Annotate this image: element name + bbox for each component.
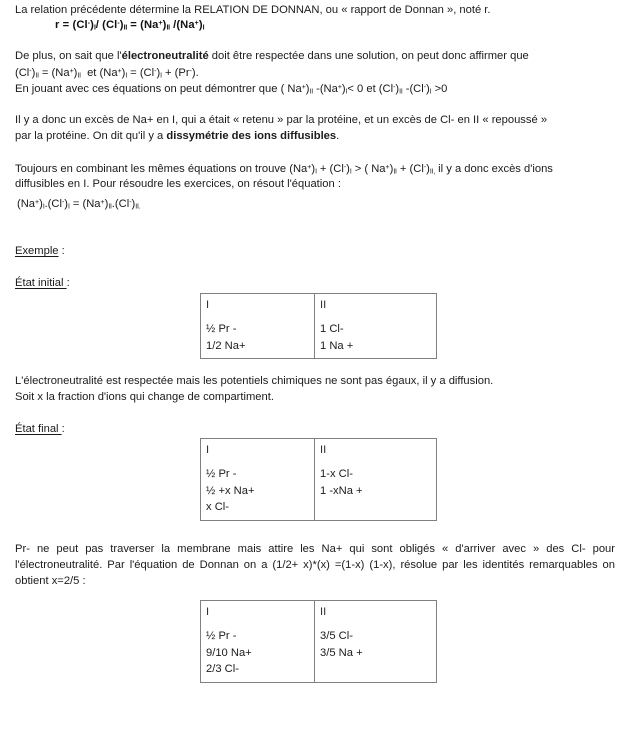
paragraph-text-lead: De plus, on sait que l' bbox=[15, 50, 122, 62]
table-row bbox=[201, 601, 437, 683]
cell-line: ½ +x Na+ bbox=[206, 484, 255, 497]
equation-donnan-product: $(Na^+)_I.(Cl^-)_I = (Na^+)_{II}.(Cl^-)_{II.}$ bbox=[17, 197, 141, 211]
cell-line: 1-x Cl- bbox=[320, 468, 353, 481]
table-cell-compartment-I bbox=[201, 439, 315, 521]
paragraph-line: Soit x la fraction d'ions qui change de compartiment. bbox=[15, 391, 274, 403]
table-cell-compartment-II bbox=[315, 294, 437, 359]
label-exemple-colon: : bbox=[58, 245, 65, 257]
bold-dissymetrie: dissymétrie des ions diffusibles bbox=[166, 130, 337, 142]
paragraph-text-rest: doit être respectée dans une solution, on peut donc affirmer que bbox=[208, 50, 529, 62]
etat-initial-table bbox=[200, 293, 437, 359]
label-exemple bbox=[15, 243, 65, 259]
cell-line: 1 -xNa + bbox=[320, 484, 363, 497]
paragraph-combining-equations: Toujours en combinant les mêmes équations on trouve $(Na^+)_I + (Cl^-)_I$ > ( $Na^+)_{II} + (Cl^-)_{II,}$ il y a donc excès d'ions bbox=[15, 162, 553, 176]
cell-line: 1 Cl- bbox=[320, 323, 344, 336]
table-cell-compartment-I bbox=[201, 601, 315, 683]
formula-donnan-ratio: $r = (Cl^-)_I/$ $(Cl^-)_{II} = (Na^+)_{II}$ $/(Na^+)_I$ bbox=[55, 18, 205, 32]
label-etat-final-colon: : bbox=[61, 423, 65, 435]
label-etat-final-text: État final bbox=[15, 423, 62, 435]
column-header-II: II bbox=[320, 299, 327, 311]
paragraph-dissymmetry bbox=[15, 128, 615, 144]
label-etat-final bbox=[15, 421, 65, 437]
paragraph-electroneutrality bbox=[15, 48, 615, 64]
bold-electroneutralite: électroneutralité bbox=[121, 50, 209, 62]
cell-line: 9/10 Na+ bbox=[206, 646, 252, 659]
solution-table bbox=[200, 600, 437, 683]
label-etat-initial-text: État initial bbox=[15, 277, 67, 289]
paragraph-line: L'électroneutralité est respectée mais les potentiels chimiques ne sont pas égaux, il y a diffusion. bbox=[15, 375, 494, 387]
column-header-II: II bbox=[320, 606, 327, 618]
cell-line: 1 Na + bbox=[320, 339, 354, 352]
paragraph-membrane-explanation bbox=[15, 541, 615, 590]
cell-line: x Cl- bbox=[206, 501, 229, 514]
cell-line: 1/2 Na+ bbox=[206, 339, 246, 352]
cell-line: 3/5 Na + bbox=[320, 646, 363, 659]
paragraph-excess-ions bbox=[15, 112, 615, 128]
cell-line: 3/5 Cl- bbox=[320, 630, 353, 643]
column-header-I: I bbox=[206, 444, 210, 456]
cell-line: ½ Pr - bbox=[206, 630, 237, 643]
label-exemple-text: Exemple bbox=[15, 245, 59, 257]
paragraph-diffusion bbox=[15, 373, 615, 389]
paragraph-text-lead: par la protéine. On dit qu'il y a bbox=[15, 130, 167, 142]
table-cell-compartment-I bbox=[201, 294, 315, 359]
paragraph-solve-equation bbox=[15, 176, 615, 192]
equation-electroneutrality: $(Cl^-)_{II} = (Na^+)_{II}$ et $(Na^+)_I = (Cl^-)_I + (Pr^-)$. bbox=[15, 66, 199, 80]
paragraph-line: Il y a donc un excès de Na+ en I, qui a était « retenu » par la protéine, et un excès de Cl- en II « repoussé » bbox=[15, 114, 548, 126]
etat-final-table bbox=[200, 438, 437, 521]
column-header-I: I bbox=[206, 606, 210, 618]
label-etat-initial bbox=[15, 275, 70, 291]
label-etat-initial-colon: : bbox=[66, 277, 70, 289]
cell-line: 2/3 Cl- bbox=[206, 663, 239, 676]
cell-line: ½ Pr - bbox=[206, 323, 237, 336]
table-cell-compartment-II bbox=[315, 439, 437, 521]
column-header-I: I bbox=[206, 299, 210, 311]
column-header-II: II bbox=[320, 444, 327, 456]
paragraph-line: diffusibles en I. Pour résoudre les exercices, on résout l'équation : bbox=[15, 178, 341, 190]
paragraph-line: Pr- ne peut pas traverser la membrane mais attire les Na+ qui sont obligés « d'arriver avec » des Cl- pour l'électroneutralité. Par l'équation de Donnan on a (1/2+ x)*(x) =(1-x) (1-x), résolue par les identités remarquables on obtient x=2/5 : bbox=[15, 543, 615, 588]
paragraph-line: La relation précédente détermine la RELATION DE DONNAN, ou « rapport de Donnan », noté r. bbox=[15, 4, 491, 16]
paragraph-text-end: . bbox=[336, 130, 340, 142]
table-cell-compartment-II bbox=[315, 601, 437, 683]
equation-inequalities: En jouant avec ces équations on peut démontrer que ( $Na^+)_{II}$ $-(Na^+)_I< 0$ et $(Cl^-)_{II}$ $-(Cl^-)_I >0$ bbox=[15, 82, 448, 96]
table-row bbox=[201, 294, 437, 359]
cell-line: ½ Pr - bbox=[206, 468, 237, 481]
table-row bbox=[201, 439, 437, 521]
paragraph-fraction-x bbox=[15, 389, 615, 405]
